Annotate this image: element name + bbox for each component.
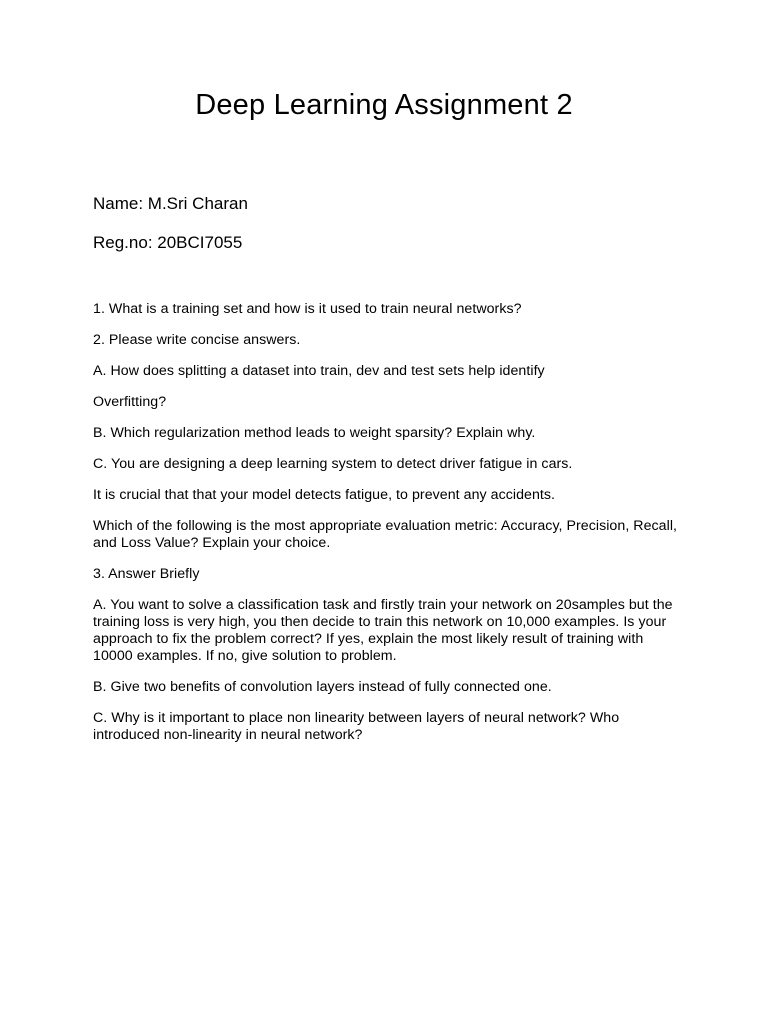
question-list [93,301,683,758]
question-2c-line-2: It is crucial that that your model detects fatigue, to prevent any accidents. [93,487,556,503]
question-3a: A. You want to solve a classification task and firstly train your network on 20samples but the training loss is very high, you then decide to train this network on 10,000 examples. Is your approach to fix the problem correct? If yes, explain the most likely result of training with 10000 examples. If no, give solution to problem. [93,597,673,664]
document-title: Deep Learning Assignment 2 [195,89,573,121]
section-3-heading: 3. Answer Briefly [93,566,200,582]
question-1: 1. What is a training set and how is it used to train neural networks? [93,301,522,317]
question-3b: B. Give two benefits of convolution layers instead of fully connected one. [93,679,552,695]
question-2b: B. Which regularization method leads to weight sparsity? Explain why. [93,425,536,441]
student-name: Name: M.Sri Charan [93,194,248,213]
question-2a-line-1: A. How does splitting a dataset into train, dev and test sets help identify [93,363,545,379]
question-3c: C. Why is it important to place non linearity between layers of neural network? Who introduced non-linearity in neural network? [93,710,620,743]
instruction-concise: 2. Please write concise answers. [93,332,301,348]
question-2a-line-2: Overfitting? [93,394,167,410]
question-2c-line-3: Which of the following is the most appropriate evaluation metric: Accuracy, Precision, Recall, and Loss Value? Explain your choice. [93,518,678,551]
registration-number: Reg.no: 20BCI7055 [93,233,243,252]
question-2c-line-1: C. You are designing a deep learning system to detect driver fatigue in cars. [93,456,573,472]
